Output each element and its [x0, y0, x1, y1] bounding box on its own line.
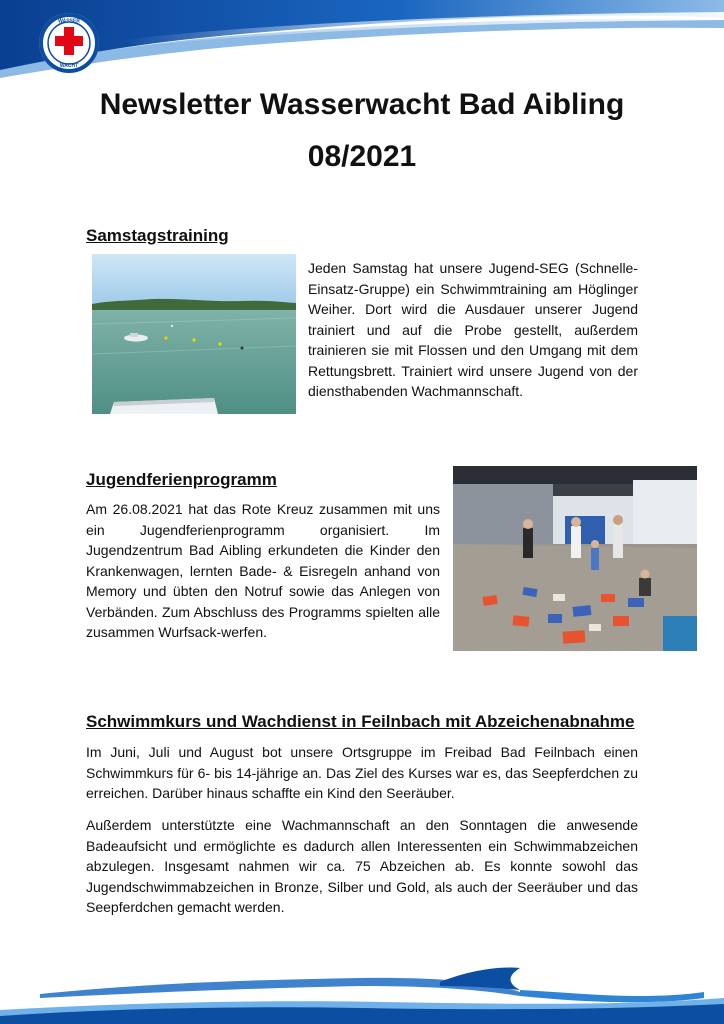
- footer-wave: [0, 952, 724, 1024]
- section-heading-jugendferienprogramm: Jugendferienprogramm: [86, 470, 277, 489]
- lake-training-photo: [92, 254, 296, 414]
- wasserwacht-logo: [38, 12, 100, 74]
- header-band: [0, 0, 724, 78]
- newsletter-date: 08/2021: [307, 140, 417, 173]
- section-text-samstagstraining: Jeden Samstag hat unsere Jugend-SEG (Schnelle-Einsatz-Gruppe) ein Schwimmtraining am Höglinger Weiher. Dort wird die Ausdauer unserer Jugend trainiert und auf die Probe gestellt, außerdem trainieren sie mit Flossen und den Umgang mit dem Rettungsbrett. Trainiert wird unsere Jugend von der diensthabenden Wachmannschaft.: [308, 260, 638, 399]
- section-heading-schwimmkurs: Schwimmkurs und Wachdienst in Feilnbach mit Abzeichenabnahme: [86, 712, 635, 731]
- logo-top-text: WASSER: [58, 18, 80, 25]
- newsletter-title: Newsletter Wasserwacht Bad Aibling: [99, 88, 625, 121]
- section-text-schwimmkurs-2: Außerdem unterstützte eine Wachmannschaft an den Sonntagen die anwesende Badeaufsicht und ermöglichte es dadurch allen Interessenten ein Schwimmabzeichen abzulegen. Insgesamt nahmen wir ca. 75 Abzeichen ab. Es konnte sowohl das Jugendschwimmabzeichen in Bronze, Silber und Gold, als auch der Seeräuber und das Seepferdchen gemacht werden.: [86, 817, 638, 915]
- section-heading-samstagstraining: Samstagstraining: [86, 226, 229, 245]
- logo-bottom-text: WACHT: [59, 63, 79, 69]
- section-text-jugendferienprogramm: Am 26.08.2021 hat das Rote Kreuz zusammen mit uns ein Jugendferienprogramm organisiert. Im Jugendzentrum Bad Aibling erkundeten die Kinder den Krankenwagen, lernten Bade- & Eisregeln anhand von Memory und übten den Notruf sowie das Anlegen von Verbänden. Zum Abschluss des Programms spielten alle zusammen Wurfsack-werfen.: [86, 501, 440, 640]
- youth-program-photo: [453, 466, 697, 651]
- section-text-schwimmkurs-1: Im Juni, Juli und August bot unsere Ortsgruppe im Freibad Bad Feilnbach einen Schwimmkurs für 6- bis 14-jährige an. Das Ziel des Kurses war es, das Seepferdchen zu erreichen. Darüber hinaus schaffte ein Kind den Seeräuber.: [86, 744, 638, 801]
